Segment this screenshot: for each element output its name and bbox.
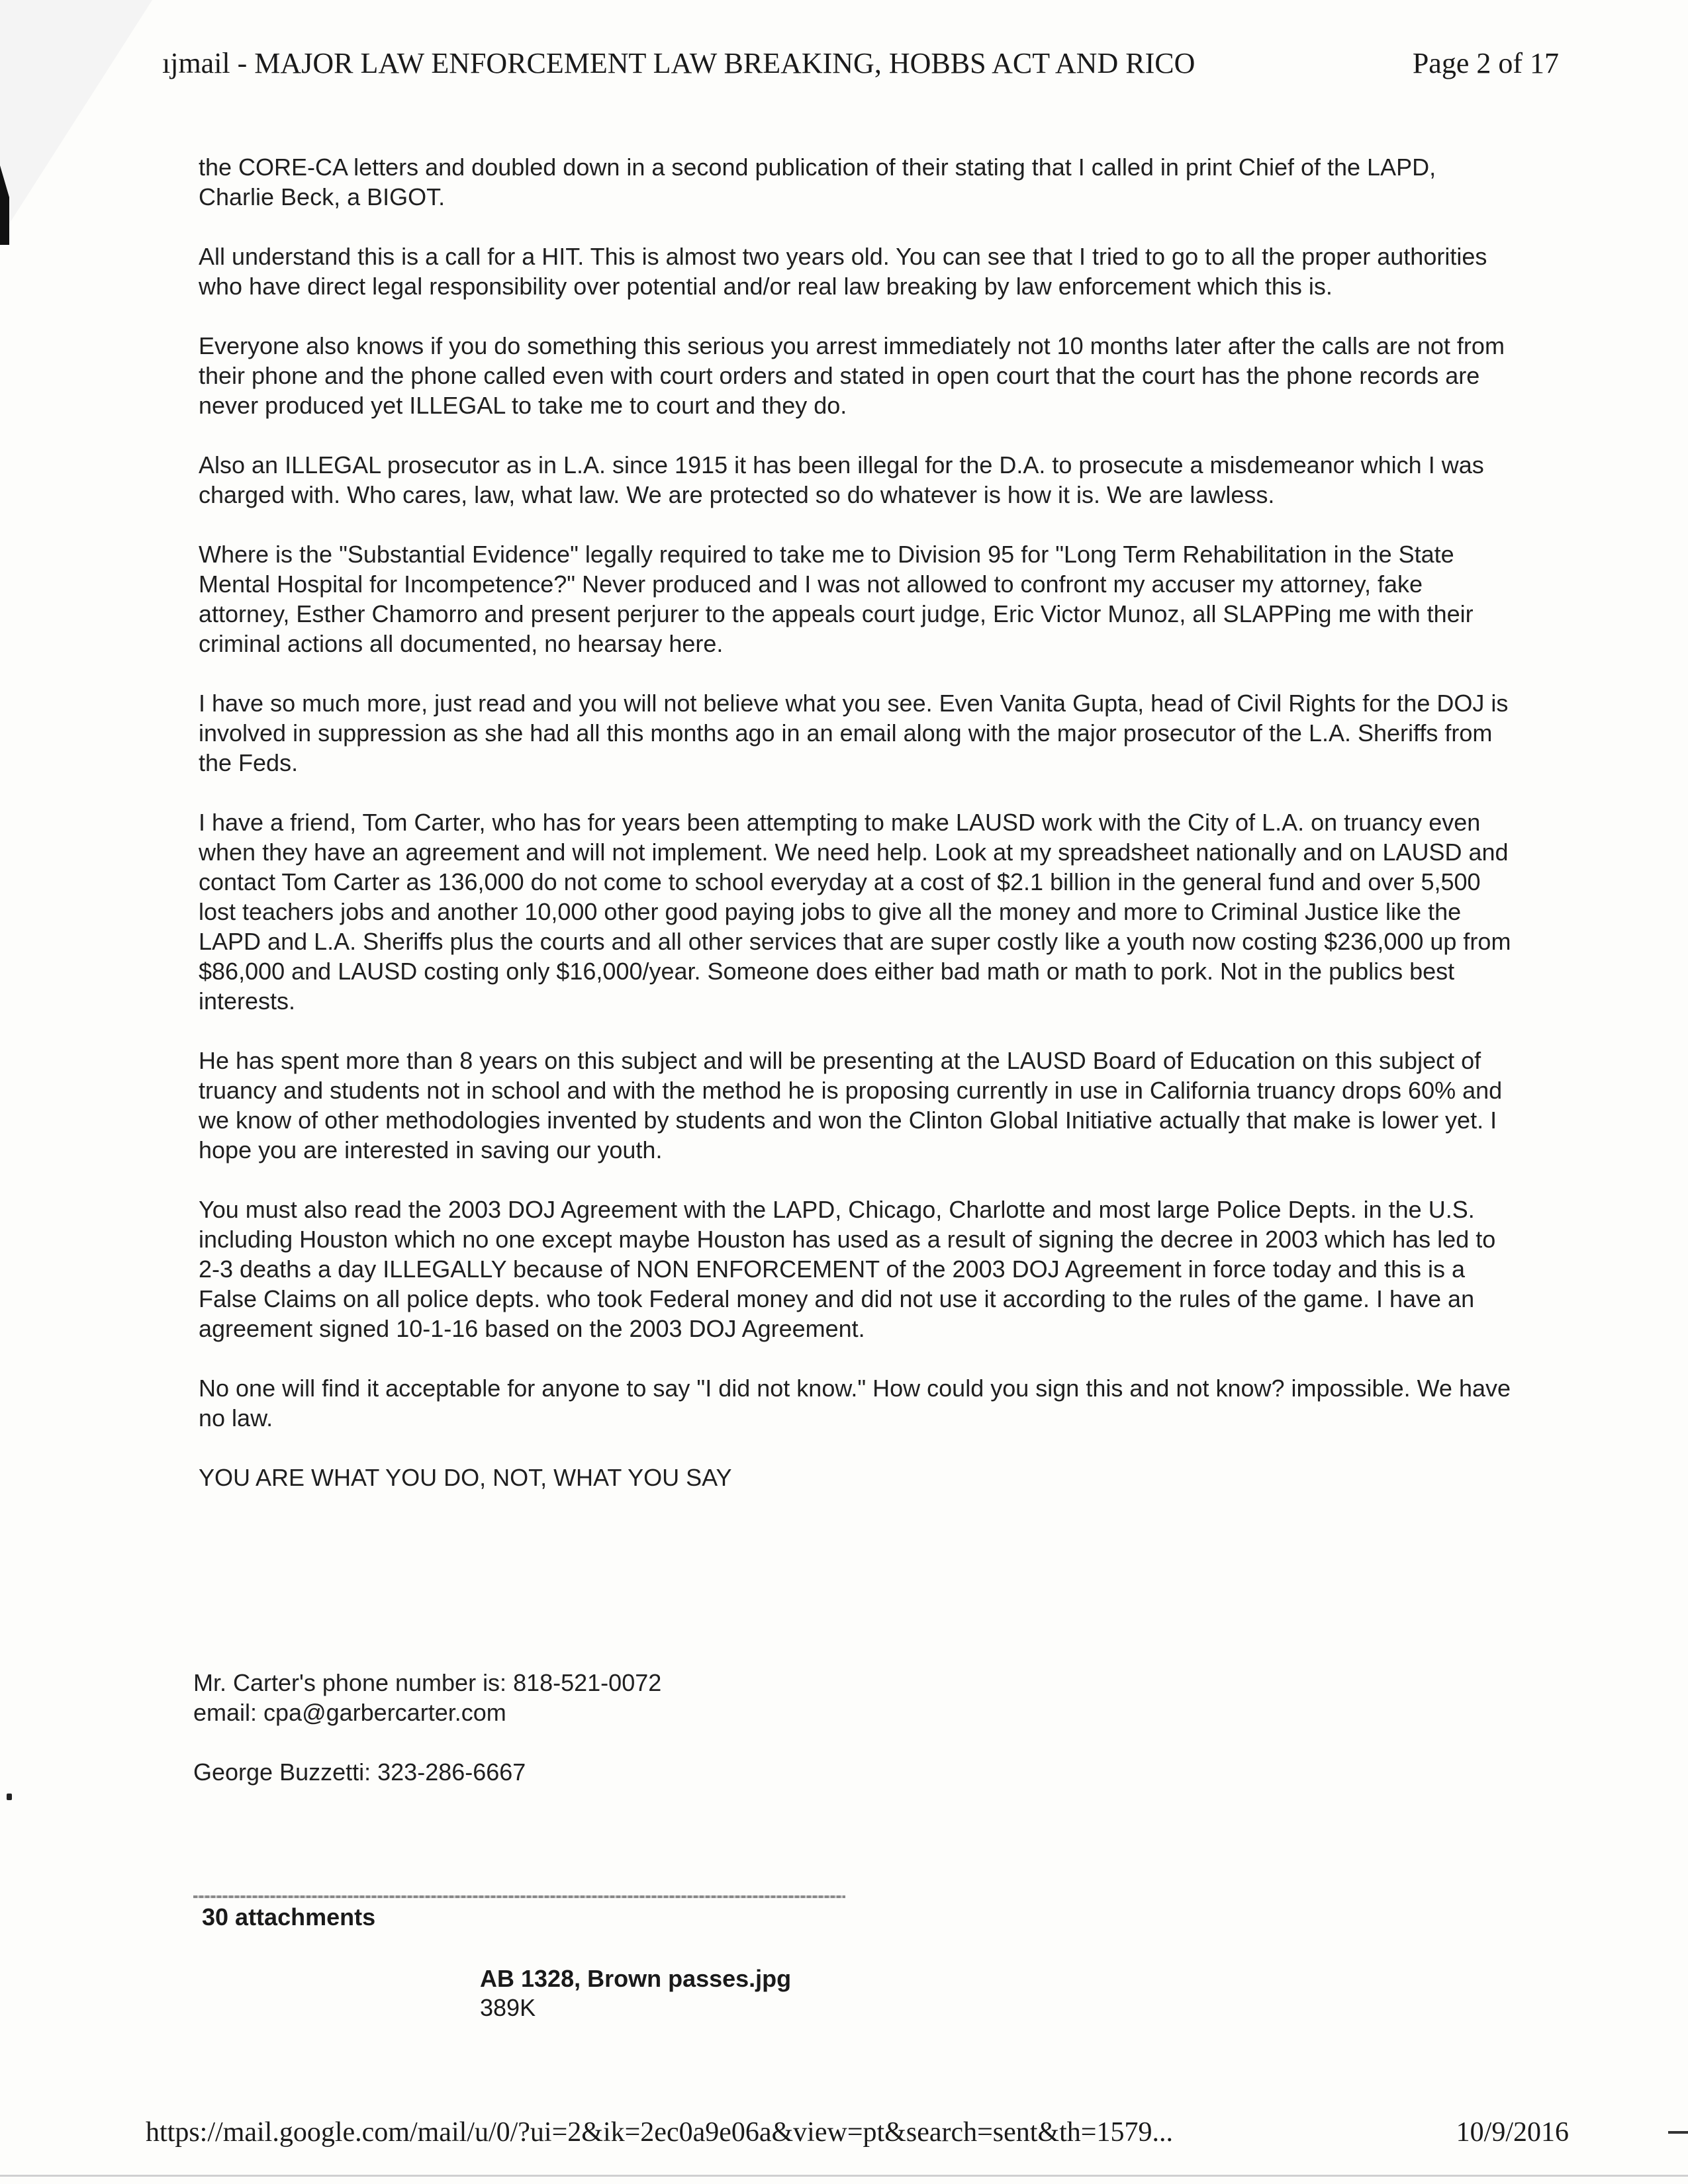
carter-email: email: cpa@garbercarter.com [193, 1699, 506, 1726]
body-paragraph: Everyone also knows if you do something this serious you arrest immediately not 10 months later after the calls are not from their phone and the phone called even with court orders and stated in open court that the court has the phone records are never produced yet ILLEGAL to take me to court and they do. [199, 332, 1505, 419]
body-paragraph: the CORE-CA letters and doubled down in a second publication of their stating that I called in print Chief of the LAPD, Charlie Beck, a BIGOT. [199, 154, 1436, 210]
print-footer [146, 2116, 1569, 2156]
attachments-divider [193, 1895, 845, 1898]
attachment-item[interactable] [480, 1964, 791, 2023]
scan-dot-mark [7, 1794, 12, 1800]
scan-bottom-edge [0, 2175, 1688, 2177]
scan-dash-mark [1668, 2131, 1688, 2134]
body-paragraph: No one will find it acceptable for anyone to say "I did not know." How could you sign this and not know? impossible. We have no law. [199, 1375, 1511, 1432]
page-number: Page 2 of 17 [1412, 47, 1559, 79]
footer-url: https://mail.google.com/mail/u/0/?ui=2&ik=2ec0a9e06a&view=pt&search=sent&th=1579... [146, 2117, 1173, 2148]
body-paragraph-motto: YOU ARE WHAT YOU DO, NOT, WHAT YOU SAY [199, 1464, 732, 1491]
body-paragraph: He has spent more than 8 years on this subject and will be presenting at the LAUSD Board of Education on this subject of truancy and students not in school and with the method he is proposing currently in use in California truancy drops 60% and we know of other methodologies invented by students and won the Clinton Global Initiative actually that make is lower yet. I hope you are interested in saving our youth. [199, 1047, 1503, 1163]
body-paragraph: All understand this is a call for a HIT. This is almost two years old. You can see that I tried to go to all the proper authorities who have direct legal responsibility over potential and/or real law breaking by law enforcement which this is. [199, 243, 1487, 300]
body-paragraph: Also an ILLEGAL prosecutor as in L.A. since 1915 it has been illegal for the D.A. to prosecute a misdemeanor which I was charged with. Who cares, law, what law. We are protected so do whatever is how it is. We are lawless. [199, 451, 1484, 508]
contact-info [193, 1668, 1385, 1787]
footer-date: 10/9/2016 [1456, 2117, 1569, 2148]
attachment-size: 389K [480, 1994, 536, 2021]
attachments-count: 30 attachments [202, 1903, 376, 1931]
email-body [199, 152, 1516, 1522]
email-subject-title: ıjmail - MAJOR LAW ENFORCEMENT LAW BREAKING, HOBBS ACT AND RICO [162, 47, 1196, 79]
body-paragraph: You must also read the 2003 DOJ Agreement with the LAPD, Chicago, Charlotte and most large Police Depts. in the U.S. including Houston which no one except maybe Houston has used as a result of signing the decree in 2003 which has led to 2-3 deaths a day ILLEGALLY because of NON ENFORCEMENT of the 2003 DOJ Agreement in force today and this is a False Claims on all police depts. who took Federal money and did not use it according to the rules of the game. I have an agreement signed 10-1-16 based on the 2003 DOJ Agreement. [199, 1196, 1496, 1342]
folded-corner [0, 0, 152, 238]
body-paragraph: I have so much more, just read and you will not believe what you see. Even Vanita Gupta, head of Civil Rights for the DOJ is involved in suppression as she had all this months ago in an email along with the major prosecutor of the L.A. Sheriffs from the Feds. [199, 690, 1509, 776]
body-paragraph: Where is the "Substantial Evidence" legally required to take me to Division 95 for "Long Term Rehabilitation in the State Mental Hospital for Incompetence?" Never produced and I was not allowed to confront my accuser my attorney, fake attorney, Esther Chamorro and present perjurer to the appeals court judge, Eric Victor Munoz, all SLAPPing me with their criminal actions all documented, no hearsay here. [199, 541, 1474, 657]
carter-phone: Mr. Carter's phone number is: 818-521-0072 [193, 1669, 662, 1696]
print-header [162, 40, 1559, 93]
body-paragraph: I have a friend, Tom Carter, who has for years been attempting to make LAUSD work with the City of L.A. on truancy even when they have an agreement and will not implement. We need help. Look at my spreadsheet nationally and on LAUSD and contact Tom Carter as 136,000 do not come to school everyday at a cost of $2.1 billion in the general fund and over 5,500 lost teachers jobs and another 10,000 other good paying jobs to give all the money and more to Criminal Justice like the LAPD and L.A. Sheriffs plus the courts and all other services that are super costly like a youth now costing $236,000 up from $86,000 and LAUSD costing only $16,000/year. Someone does either bad math or math to pork. Not in the publics best interests. [199, 809, 1511, 1015]
buzzetti-phone: George Buzzetti: 323-286-6667 [193, 1758, 526, 1786]
attachment-filename[interactable]: AB 1328, Brown passes.jpg [480, 1965, 792, 1992]
